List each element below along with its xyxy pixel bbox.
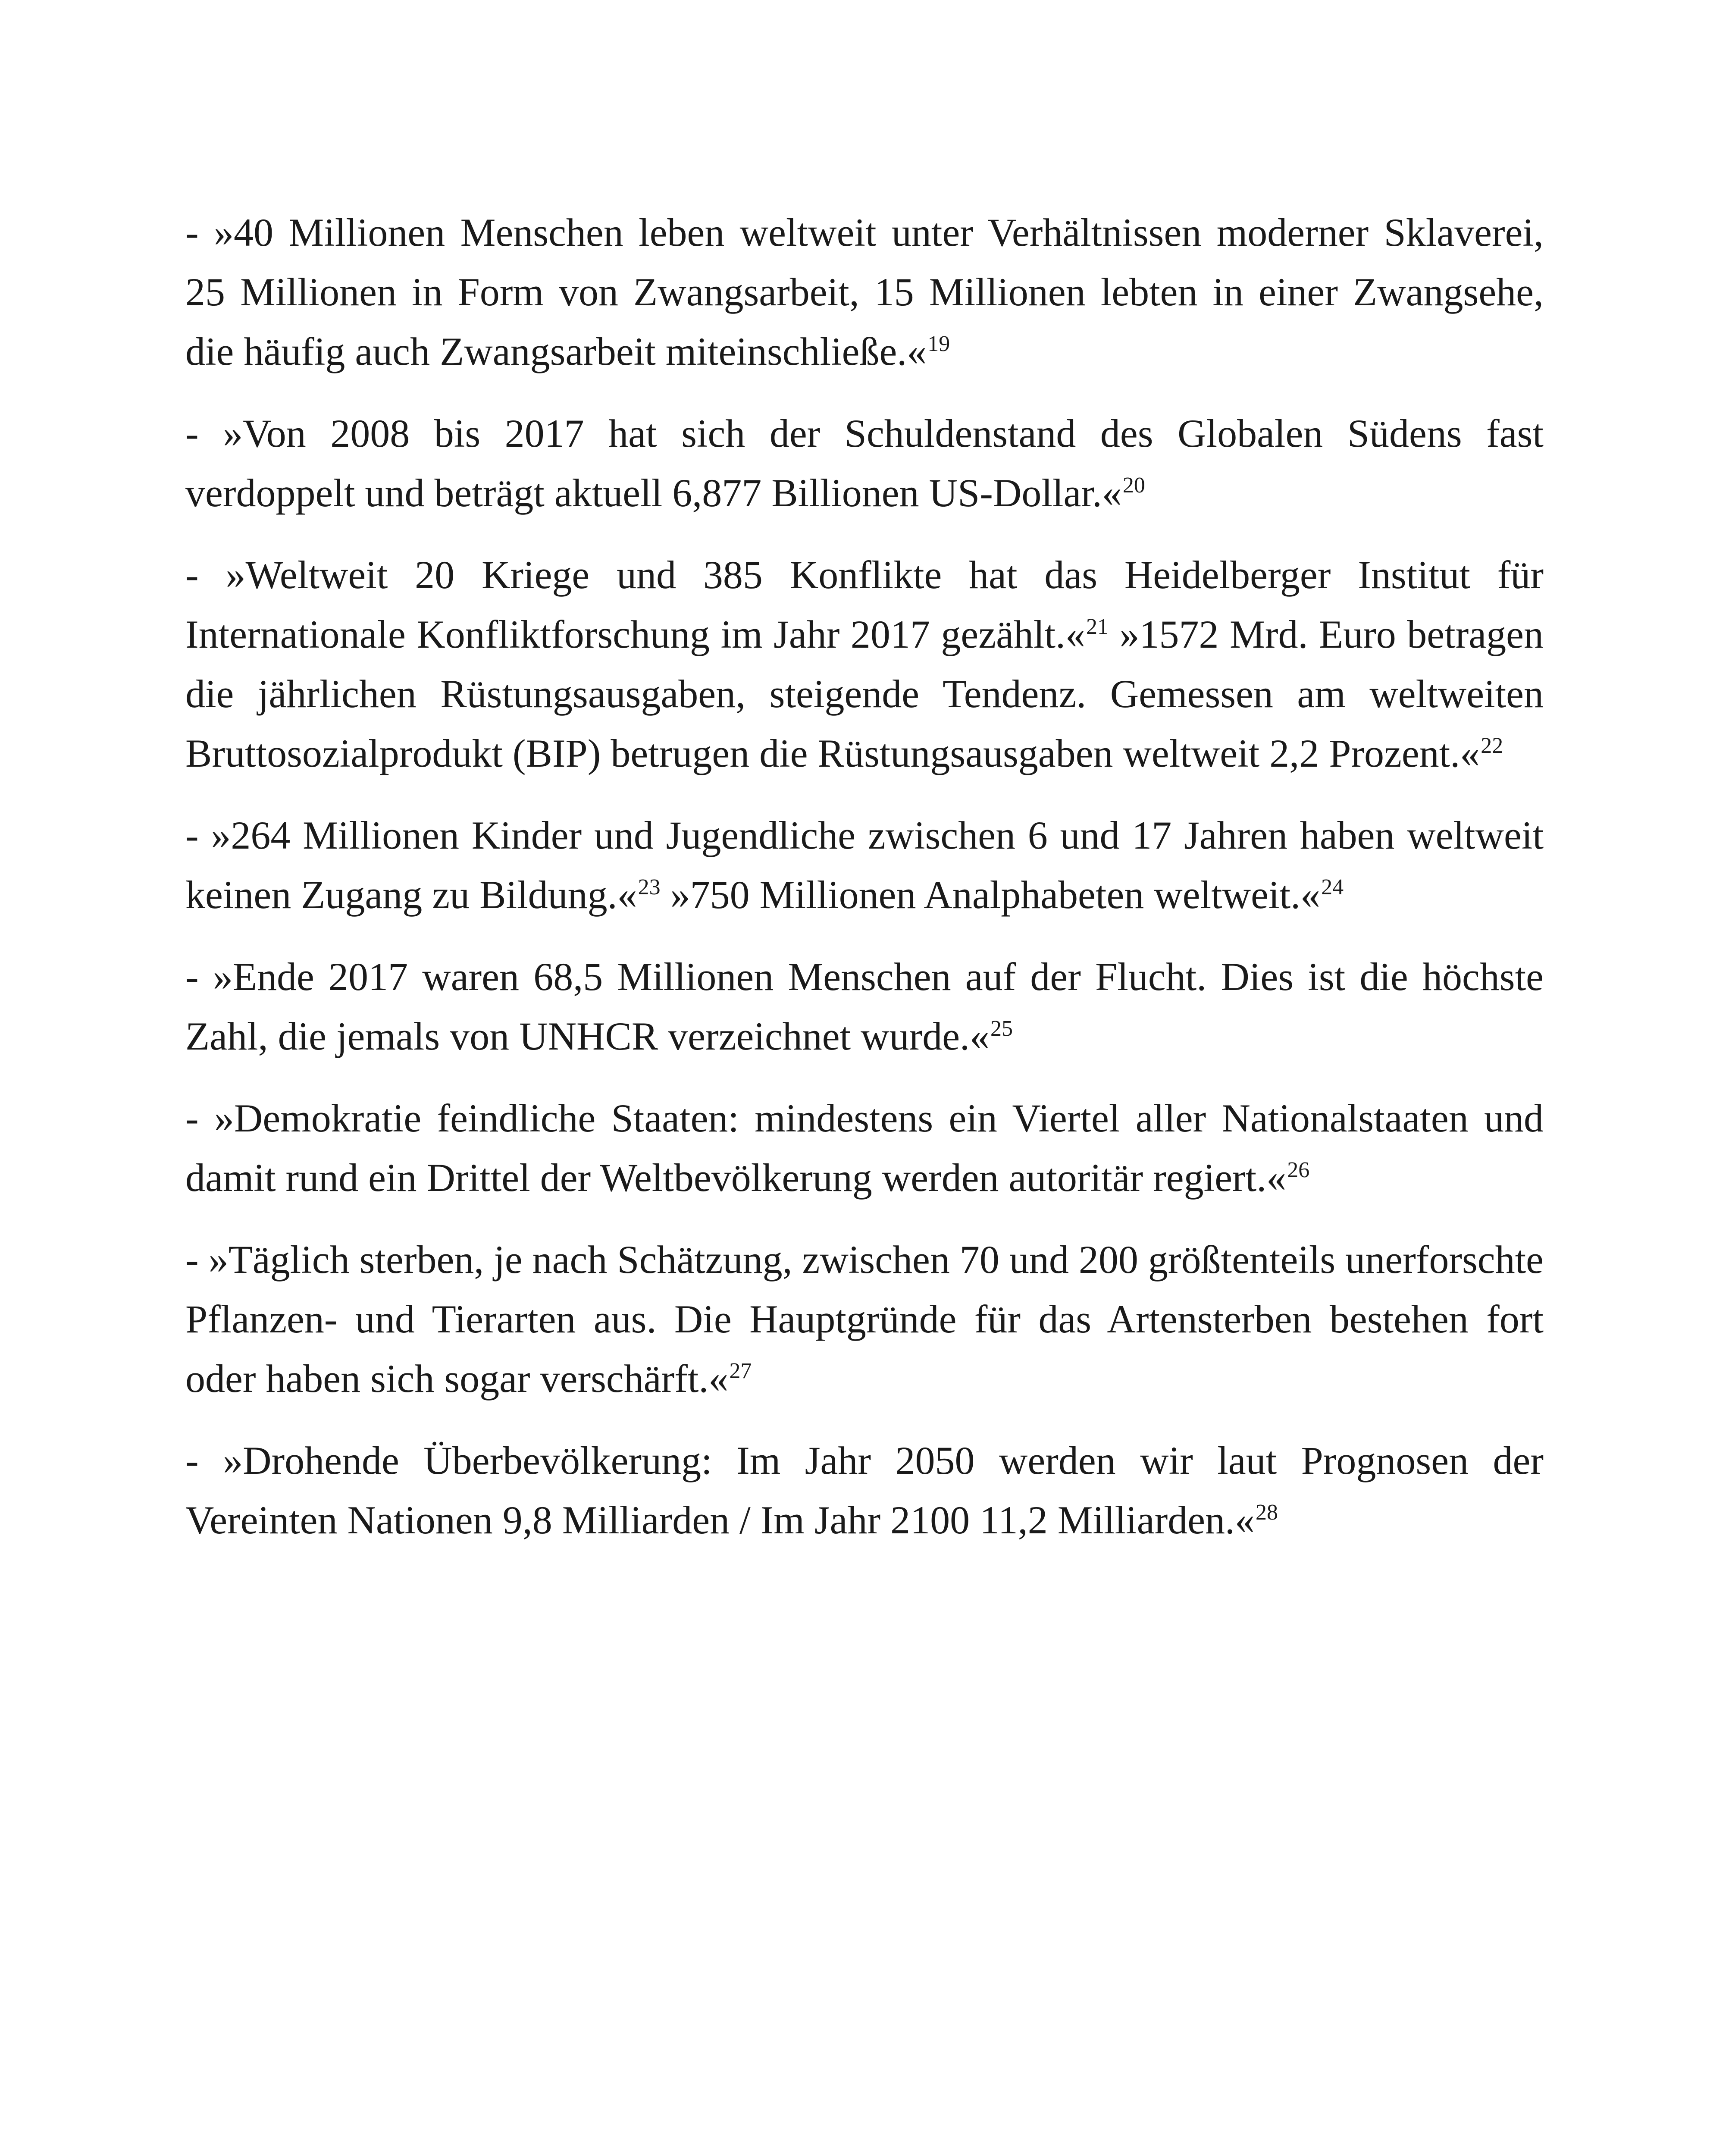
paragraph-wars [185,545,1544,783]
paragraph-text: - »40 Millionen Menschen leben weltweit unter Verhältnissen moderner Sklaverei, 25 Millionen in Form von Zwangsarbeit, 15 Millionen lebten in einer Zwangsehe, die häufig auch Zwangsarbeit miteinschließe.« [185,210,1544,373]
paragraph-species [185,1230,1544,1408]
footnote-ref: 26 [1287,1158,1310,1183]
paragraph-text: - »Täglich sterben, je nach Schätzung, zwischen 70 und 200 größtenteils unerforschte Pflanzen- und Tierarten aus. Die Hauptgründe für das Artensterben bestehen fort oder haben sich sogar verschärft.« [185,1238,1544,1401]
paragraph-debt [185,404,1544,523]
paragraph-refugees [185,947,1544,1066]
paragraph-text: - »Weltweit 20 Kriege und 385 Konflikte hat das Heidelberger Institut für Internationale Konfliktforschung im Jahr 2017 gezählt.« [185,553,1544,656]
paragraph-text: - »Ende 2017 waren 68,5 Millionen Menschen auf der Flucht. Dies ist die höchste Zahl, die jemals von UNHCR verzeichnet wurde.« [185,955,1544,1058]
paragraph-text: - »Drohende Überbevölkerung: Im Jahr 2050 werden wir laut Prognosen der Vereinten Nationen 9,8 Milliarden / Im Jahr 2100 11,2 Milliarden.« [185,1438,1544,1542]
body-text [185,203,1544,1572]
paragraph-text: - »Demokratie feindliche Staaten: mindestens ein Viertel aller Nationalstaaten und damit rund ein Drittel der Weltbevölkerung werden autoritär regiert.« [185,1096,1544,1200]
footnote-ref: 19 [927,332,950,357]
paragraph-slavery [185,203,1544,381]
footnote-ref: 23 [638,875,661,900]
paragraph-text: - »264 Millionen Kinder und Jugendliche zwischen 6 und 17 Jahren haben weltweit keinen Zugang zu Bildung.« [185,813,1544,917]
footnote-ref: 28 [1256,1500,1278,1525]
footnote-ref: 24 [1321,875,1344,900]
paragraph-text: »750 Millionen Analphabeten weltweit.« [660,873,1321,917]
footnote-ref: 27 [729,1359,752,1384]
footnote-ref: 21 [1086,614,1109,639]
footnote-ref: 22 [1481,733,1503,758]
footnote-ref: 20 [1122,473,1145,498]
paragraph-population [185,1431,1544,1550]
paragraph-text: - »Von 2008 bis 2017 hat sich der Schuldenstand des Globalen Südens fast verdoppelt und beträgt aktuell 6,877 Billionen US-Dollar.« [185,411,1544,515]
footnote-ref: 25 [990,1016,1013,1041]
paragraph-education [185,805,1544,924]
paragraph-democracy [185,1088,1544,1207]
paragraph-text: »1572 Mrd. Euro betragen die jährlichen Rüstungsausgaben, steigende Tendenz. Gemessen am weltweiten Bruttosozialprodukt (BIP) betrugen die Rüstungsausgaben weltweit 2,2 Prozent.« [185,612,1544,775]
